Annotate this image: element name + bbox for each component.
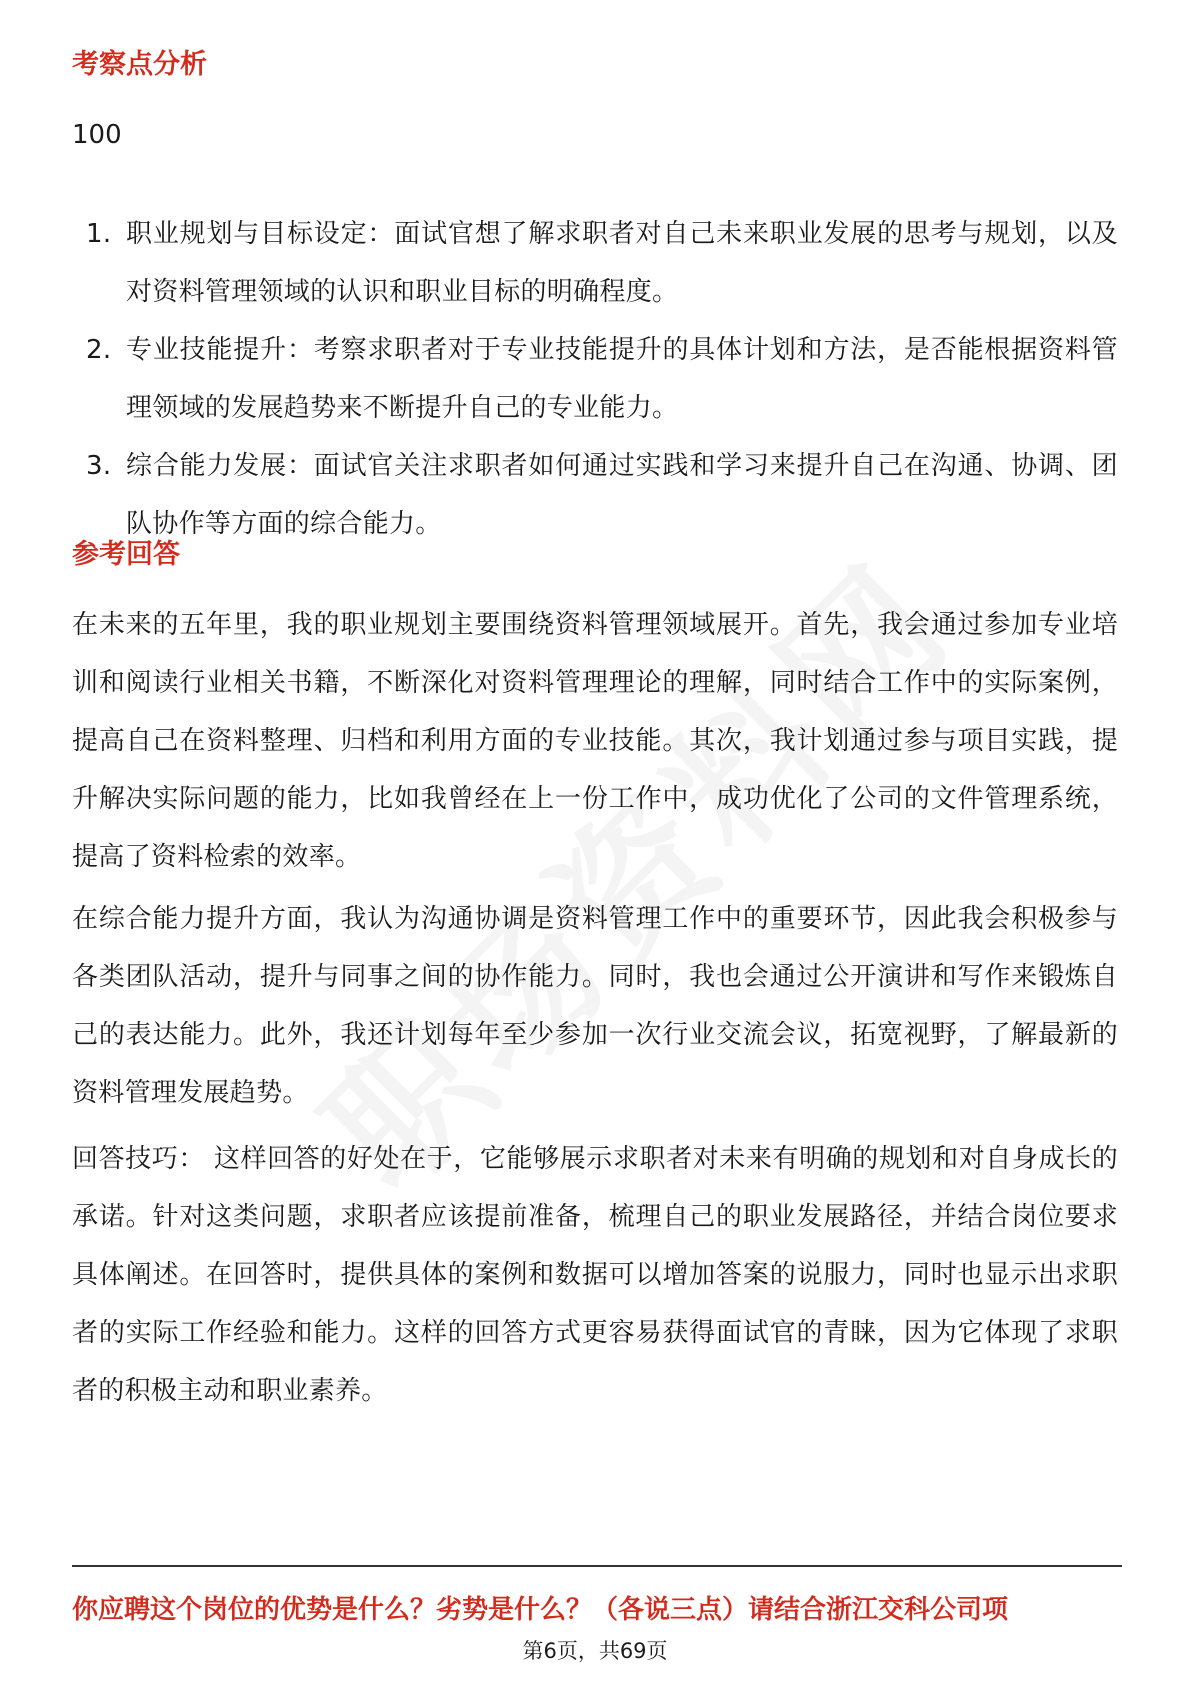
point-text: 考察求职者对于专业技能提升的具体计划和方法，是否能根据资料管理领域的发展趋势来不断提升自己的专业能力。 [126,335,1118,423]
list-number: 3. [86,451,112,481]
list-item [72,321,1118,437]
point-title: 职业规划与目标设定： [126,219,395,249]
analysis-heading: 考察点分析 [72,49,207,80]
answer-tips-paragraph: 回答技巧： 这样回答的好处在于，它能够展示求职者对未来有明确的规划和对自身成长的承诺。针对这类问题，求职者应该提前准备，梳理自己的职业发展路径，并结合岗位要求具体阐述。在回答时，提供具体的案例和数据可以增加答案的说服力，同时也显示出求职者的实际工作经验和能力。这样的回答方式更容易获得面试官的青睐，因为它体现了求职者的积极主动和职业素养。 [72,1144,1118,1406]
list-number: 1. [86,219,112,249]
point-text: 面试官关注求职者如何通过实践和学习来提升自己在沟通、协调、团队协作等方面的综合能力。 [126,451,1118,539]
analysis-points-list [72,205,1118,553]
score-value: 100 [72,120,122,150]
page-footer: 第6页，共69页 [522,1639,668,1663]
point-text: 面试官想了解求职者对自己未来职业发展的思考与规划，以及对资料管理领域的认识和职业目标的明确程度。 [126,219,1118,307]
point-title: 综合能力发展： [126,451,314,481]
answer-heading: 参考回答 [72,539,180,570]
section-divider [72,1565,1122,1567]
list-item [72,437,1118,553]
list-item [72,205,1118,321]
answer-paragraph-1: 在未来的五年里，我的职业规划主要围绕资料管理领域展开。首先，我会通过参加专业培训和阅读行业相关书籍，不断深化对资料管理理论的理解，同时结合工作中的实际案例，提高自己在资料整理、归档和利用方面的专业技能。其次，我计划通过参与项目实践，提升解决实际问题的能力，比如我曾经在上一份工作中，成功优化了公司的文件管理系统，提高了资料检索的效率。 [72,610,1118,872]
answer-paragraph-2: 在综合能力提升方面，我认为沟通协调是资料管理工作中的重要环节，因此我会积极参与各类团队活动，提升与同事之间的协作能力。同时，我也会通过公开演讲和写作来锻炼自己的表达能力。此外，我还计划每年至少参加一次行业交流会议，拓宽视野，了解最新的资料管理发展趋势。 [72,904,1118,1108]
next-question-heading: 你应聘这个岗位的优势是什么？劣势是什么？（各说三点）请结合浙江交科公司项 [72,1595,1009,1625]
list-number: 2. [86,335,112,365]
point-title: 专业技能提升： [126,335,314,365]
